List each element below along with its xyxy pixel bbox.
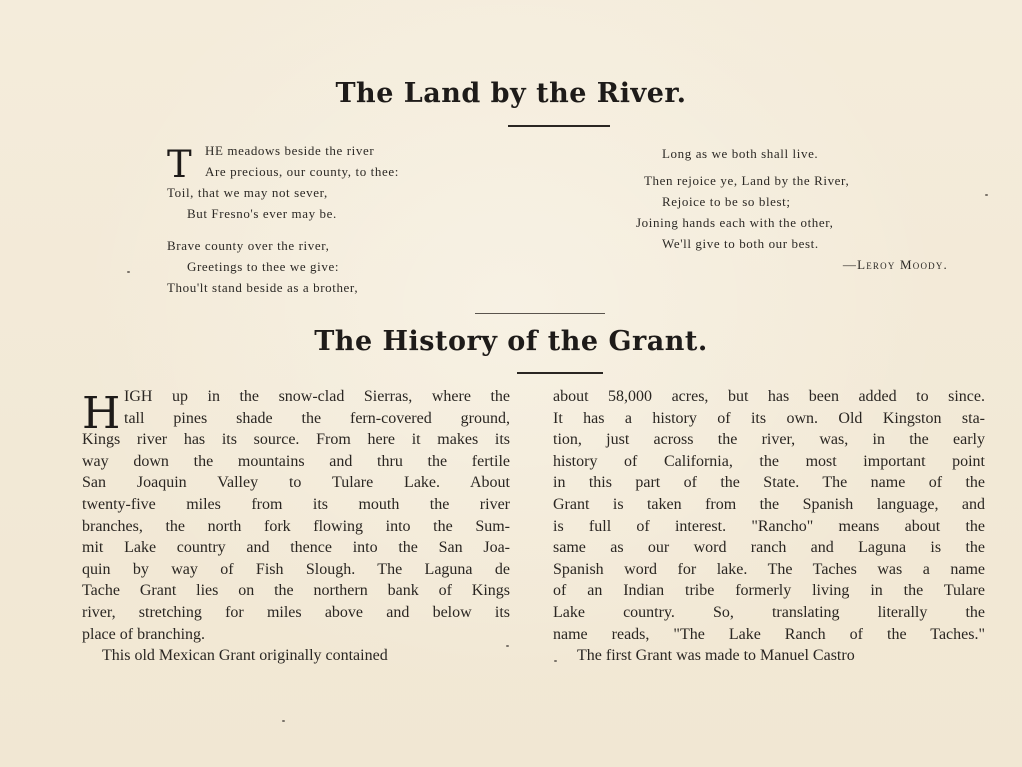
poem-line: Toil, that we may not sever, bbox=[167, 185, 328, 200]
poem-line: We'll give to both our best. bbox=[662, 236, 819, 251]
poem-line: Brave county over the river, bbox=[167, 238, 330, 253]
prose-line: tion, just across the river, was, in the early bbox=[553, 431, 985, 449]
poem-line: Long as we both shall live. bbox=[662, 146, 819, 161]
prose-line: same as our word ranch and Laguna is the bbox=[553, 539, 985, 557]
prose-line: This old Mexican Grant originally contained bbox=[102, 647, 388, 665]
paper-speck bbox=[506, 645, 509, 647]
prose-line: mit Lake country and thence into the San Joa- bbox=[82, 539, 510, 557]
history-dropcap: H bbox=[82, 388, 121, 439]
prose-line: place of branching. bbox=[82, 625, 206, 643]
poem-dropcap: T bbox=[167, 143, 192, 186]
history-left-column bbox=[82, 386, 510, 667]
section-divider bbox=[475, 313, 605, 314]
prose-line: history of California, the most important point bbox=[553, 452, 985, 470]
prose-line: The first Grant was made to Manuel Castro bbox=[577, 647, 855, 665]
prose-line: Kings river has its source. From here it makes its bbox=[82, 431, 510, 449]
poem-line: Rejoice to be so blest; bbox=[662, 194, 791, 209]
poem-title: The Land by the River. bbox=[335, 78, 687, 109]
prose-line: way down the mountains and thru the fertile bbox=[82, 452, 510, 470]
poem-line: Then rejoice ye, Land by the River, bbox=[644, 173, 850, 188]
poem-signature: —Leroy Moody. bbox=[842, 257, 948, 272]
prose-line: twenty-five miles from its mouth the river bbox=[82, 495, 510, 513]
prose-line: branches, the north fork flowing into the Sum- bbox=[82, 517, 510, 535]
poem-line: But Fresno's ever may be. bbox=[187, 206, 337, 221]
paper-speck bbox=[282, 720, 285, 722]
paper-speck bbox=[985, 194, 988, 196]
prose-line: San Joaquin Valley to Tulare Lake. About bbox=[82, 474, 510, 492]
prose-line: Lake country. So, translating literally the bbox=[553, 603, 985, 621]
history-right-column bbox=[553, 386, 985, 667]
prose-line: of an Indian tribe formerly living in the Tulare bbox=[553, 582, 985, 600]
poem-line: Thou'lt stand beside as a brother, bbox=[167, 280, 359, 295]
prose-line: Spanish word for lake. The Taches was a name bbox=[553, 560, 985, 578]
title-rule bbox=[517, 372, 603, 374]
prose-line: river, stretching for miles above and below its bbox=[82, 603, 510, 621]
paper-speck bbox=[554, 660, 557, 662]
prose-line: name reads, "The Lake Ranch of the Taches." bbox=[553, 625, 985, 643]
prose-line: It has a history of its own. Old Kingston sta- bbox=[553, 409, 985, 427]
prose-line: quin by way of Fish Slough. The Laguna de bbox=[82, 560, 510, 578]
prose-line: Grant is taken from the Spanish language, and bbox=[553, 495, 985, 513]
poem-right-column bbox=[636, 143, 966, 275]
title-rule bbox=[508, 125, 610, 127]
prose-line: in this part of the State. The name of the bbox=[553, 474, 985, 492]
prose-line: about 58,000 acres, but has been added to since. bbox=[553, 388, 985, 405]
prose-line: is full of interest. "Rancho" means about the bbox=[553, 517, 985, 535]
poem-left-column bbox=[167, 140, 497, 298]
prose-line: IGH up in the snow-clad Sierras, where the bbox=[124, 388, 510, 405]
poem-line: Are precious, our county, to thee: bbox=[205, 164, 399, 179]
prose-line: Tache Grant lies on the northern bank of Kings bbox=[82, 582, 510, 600]
history-title: The History of the Grant. bbox=[314, 326, 708, 357]
prose-line: tall pines shade the fern-covered ground, bbox=[124, 409, 510, 427]
poem-line: Joining hands each with the other, bbox=[636, 215, 834, 230]
paper-speck bbox=[127, 271, 130, 273]
poem-line: Greetings to thee we give: bbox=[187, 259, 340, 274]
poem-line: HE meadows beside the river bbox=[205, 143, 375, 158]
